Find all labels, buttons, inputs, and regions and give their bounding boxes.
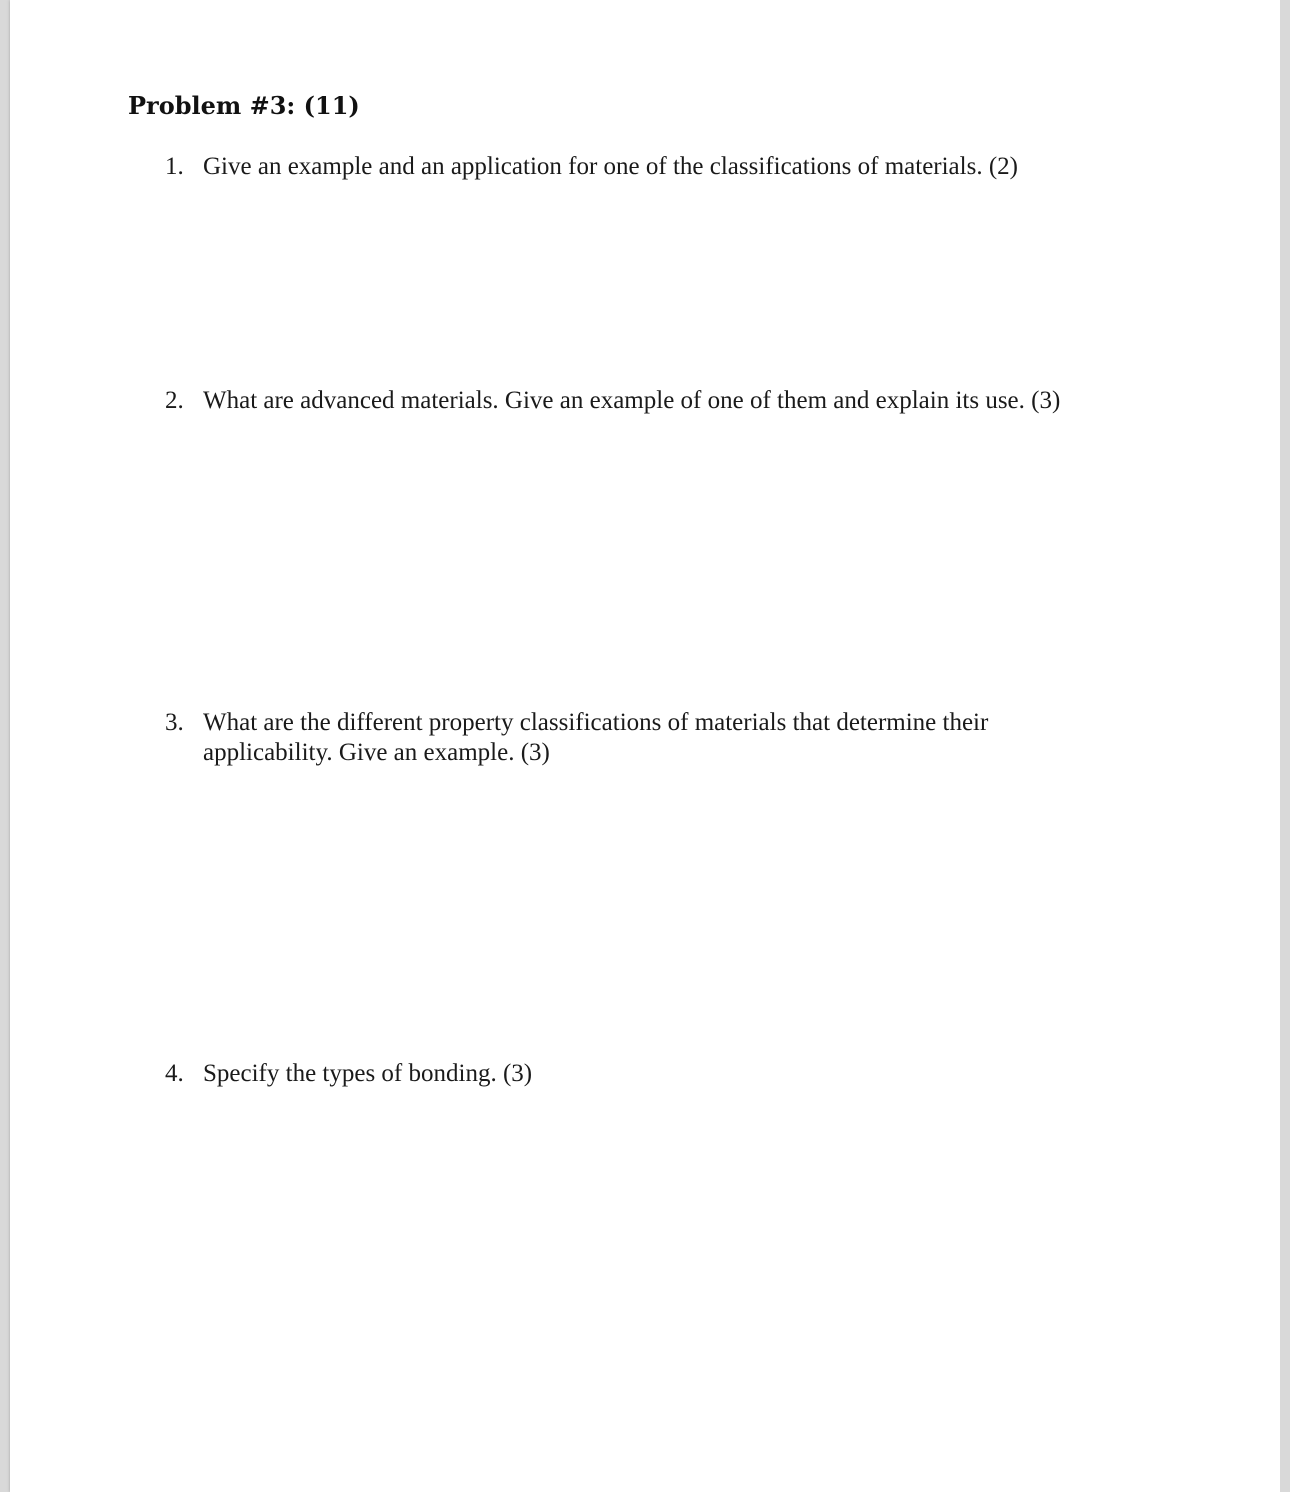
document-page <box>10 0 1280 1492</box>
question-text: Specify the types of bonding. (3) <box>203 1060 533 1087</box>
viewer-background-edge <box>1280 0 1290 1492</box>
problem-title: Problem #3: (11) <box>128 91 360 120</box>
question-item-1 <box>165 152 1125 182</box>
question-number: 4. <box>165 1060 184 1087</box>
question-item-3 <box>165 708 1065 768</box>
question-number: 1. <box>165 153 184 180</box>
question-number: 3. <box>165 709 184 736</box>
question-number: 2. <box>165 387 184 414</box>
question-item-2 <box>165 386 1125 416</box>
question-item-4 <box>165 1059 1125 1089</box>
question-text: What are the different property classifications of materials that determine their applicability. Give an example. (3) <box>203 709 989 766</box>
question-text: Give an example and an application for one of the classifications of materials. (2) <box>203 153 1018 180</box>
question-text: What are advanced materials. Give an example of one of them and explain its use. (3) <box>203 387 1061 414</box>
